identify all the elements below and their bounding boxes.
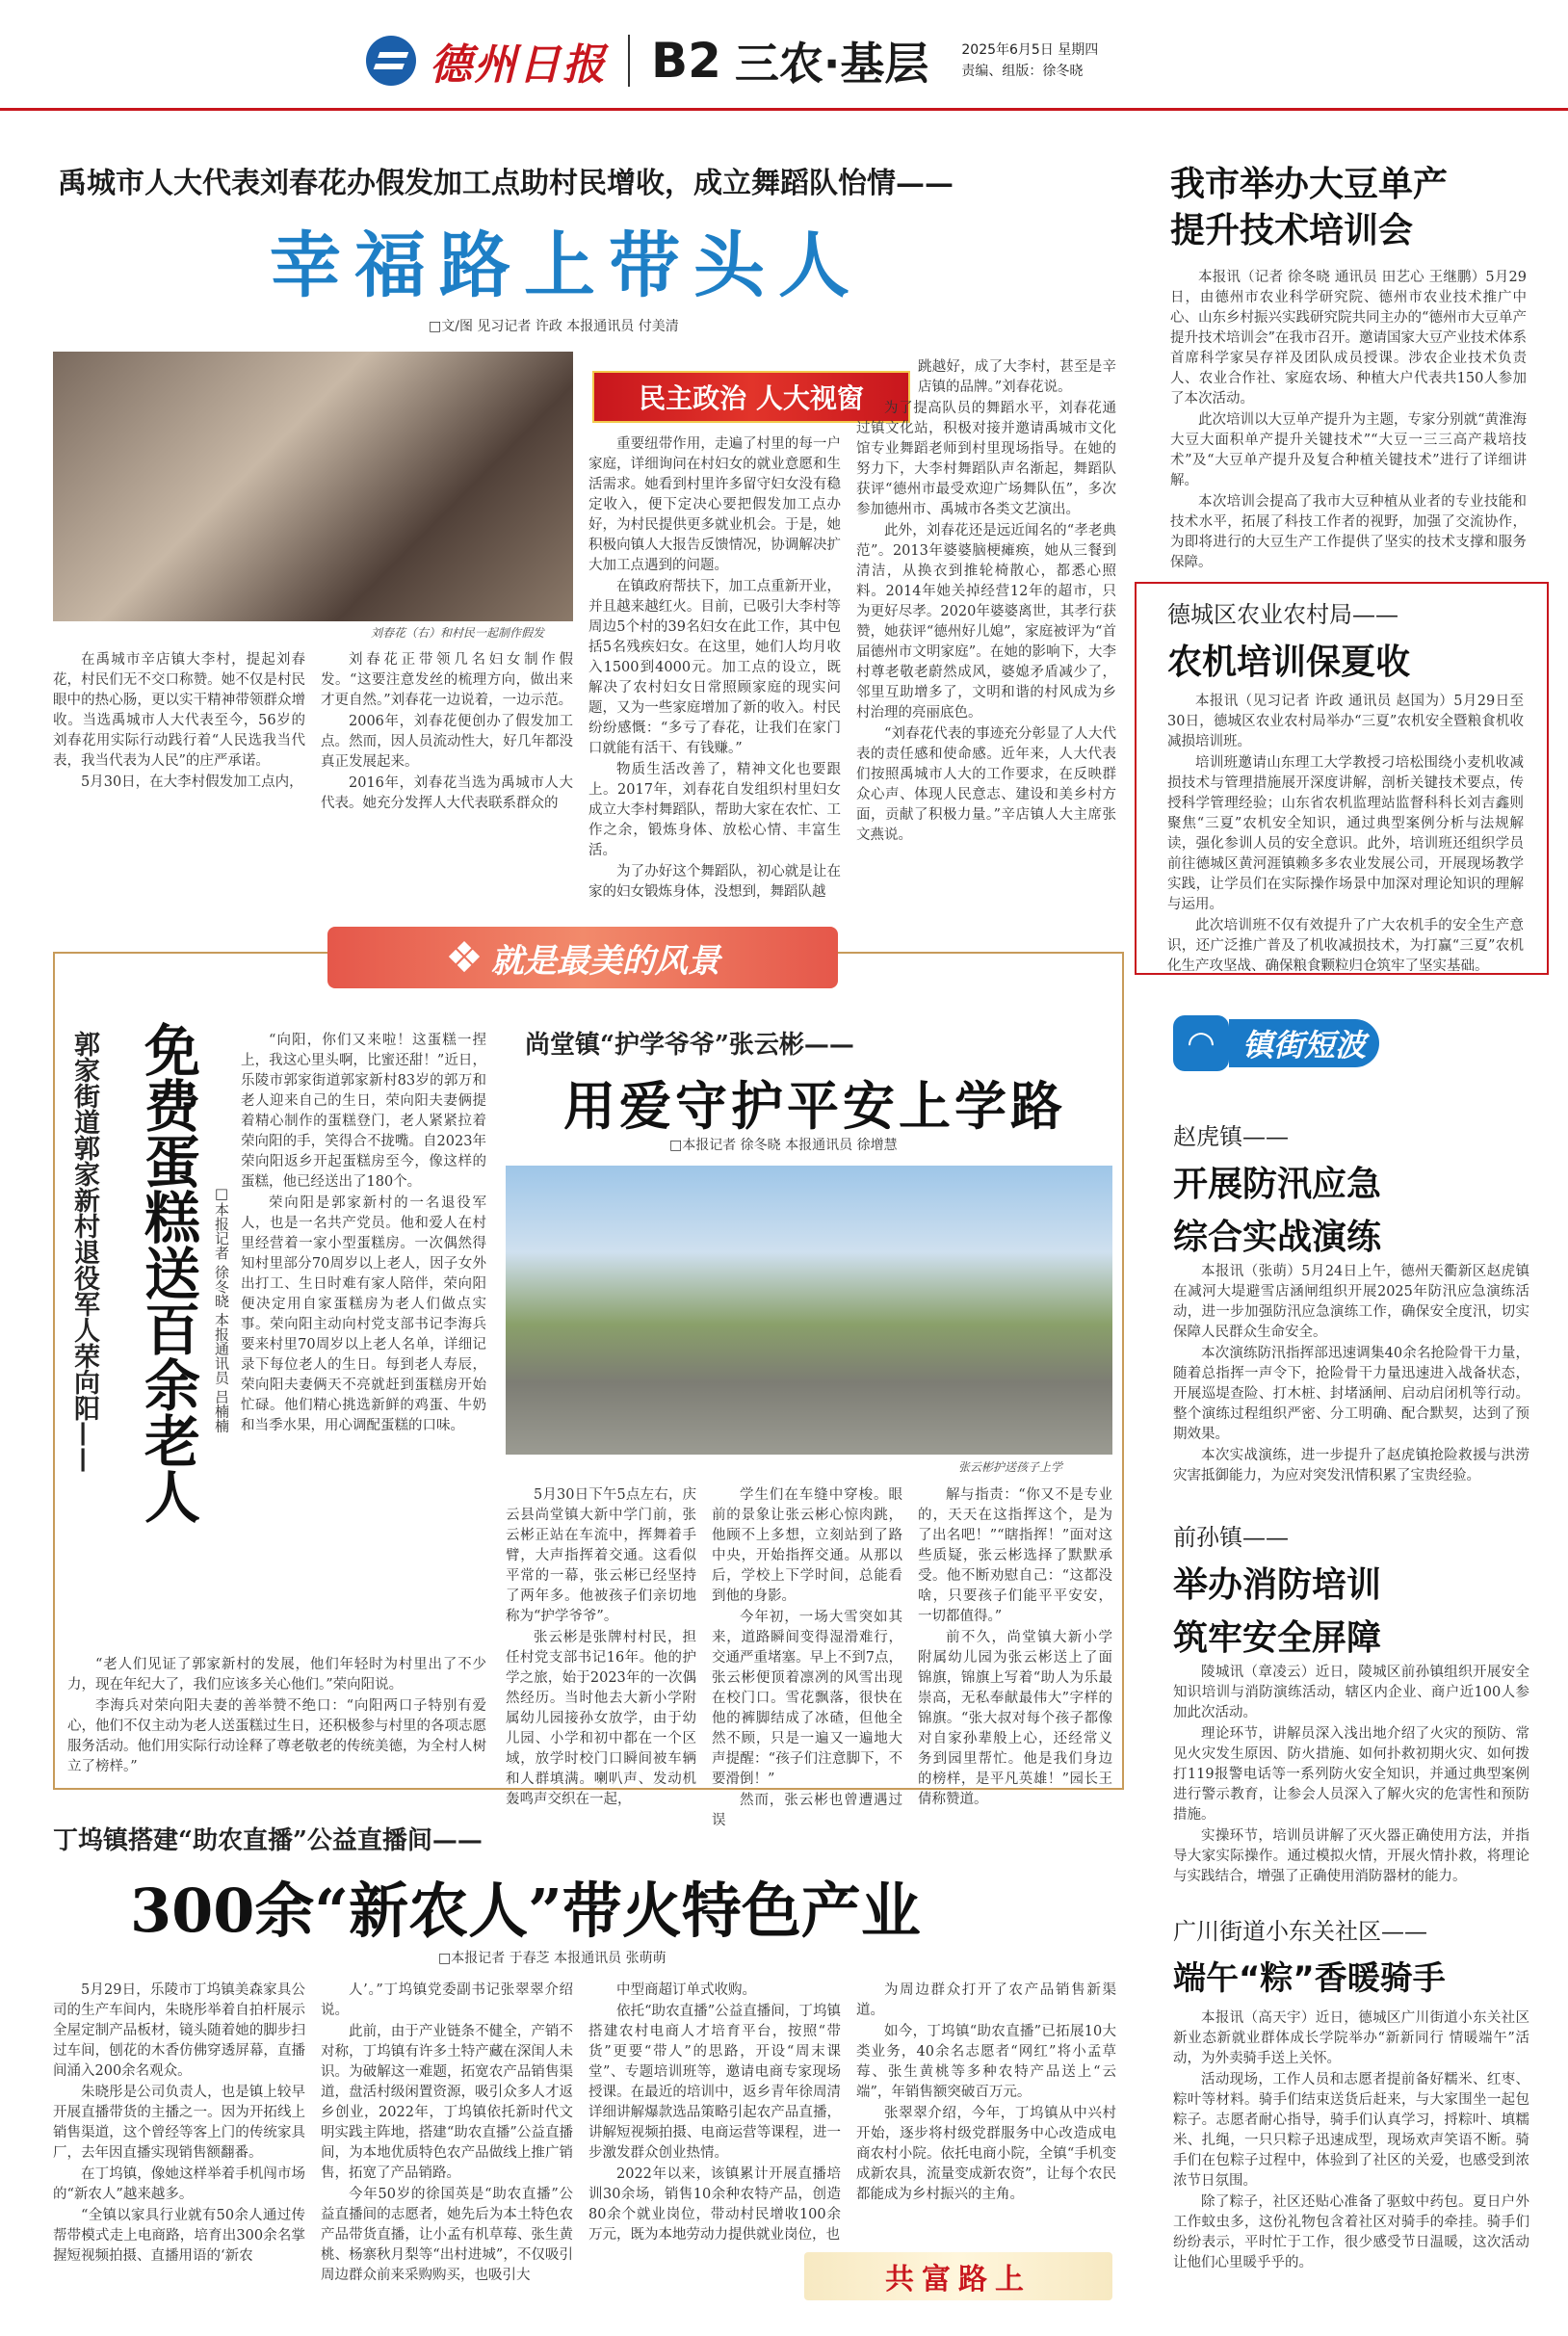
school-headline: 用爱守护平安上学路: [563, 1076, 1066, 1137]
cake-body-top: “向阳，你们又来啦！这蛋糕一捏上，我这心里头啊，比蜜还甜！”近日，乐陵市郭家街道郭家新村83岁的郭万和老人迎来自己的生日，荣向阳夫妻俩提着精心制作的蛋糕登门，老人紧紧拉着荣向阳的手，笑得合不拢嘴。自2023年荣向阳返乡开起蛋糕房至今，像这样的蛋糕，他已经送出了180个。 荣向阳是郭家新村的一名退役军人，也是一名共产党员。他和爱人在村里经营着一家小型蛋糕房。一次偶然得知村里部分70周岁以上老人，因子女外出打工、生日时难有家人陪伴，荣向阳便决定用自家蛋糕房为老人们做点实事。荣向阳主动向村党支部书记李海兵要来村里70周岁以上老人名单，详细记录下每位老人的生日。每到老人寿辰，荣向阳夫妻俩天不亮就赶到蛋糕房开始忙碌。他们精心挑选新鲜的鸡蛋、牛奶和当季水果，用心调配蛋糕的口味。: [241, 1033, 486, 1433]
soybean-article: 我市举办大豆单产提升技术培训会 本报讯（记者 徐冬晓 通讯员 田艺心 王继鹏）5月29日，由德州市农业科学研究院、德州市农业技术推广中心、山东乡村振兴实践研究院共同主办的“德州市大豆单产提升技术培训会”在我市召开。邀请国家大豆产业技术体系首席科学家吴存祥及团队成员授课。涉农企业技术负责人、农业合作社、家庭农场、种植大户代表共150人参加了本次活动。 此次培训以大豆单产提升为主题，专家分别就“黄淮海大豆大面积单产提升关键技术”“大豆一三三高产栽培技术”及“大豆单产提升及复合种植关键技术”进行了详细讲解。 本次培训会提高了我市大豆种植从业者的专业技能和技术水平，拓展了科技工作者的视野，加强了交流协作，为即将进行的大豆生产工作提供了坚实的技术支撑和服务保障。: [1170, 162, 1527, 566]
farm-headline: 农机培训保夏收: [1167, 643, 1411, 682]
cake-body-bottom: “老人们见证了郭家新村的发展，他们年轻时为村里出了不少力，现在年纪大了，我们应该多关心他们。”荣向阳说。 李海兵对荣向阳夫妻的善举赞不绝口：“向阳两口子特别有爱心，他们不仅主动为老人送蛋糕过生日，还积极参与村里的各项志愿服务活动。他们用实际行动诠释了尊老敬老的传统美德，为全村人树立了榜样。”: [67, 1657, 486, 1774]
school-article: [506, 1011, 1112, 1828]
fire-headline-1: 举办消防培训: [1173, 1565, 1382, 1605]
fire-article: 前孙镇—— 举办消防培训 筑牢安全屏障 陵城讯（章凌云）近日，陵城区前孙镇组织开展安全知识培训与消防演练活动，辖区内企业、商户近100人参加此次活动。 理论环节，讲解员深入浅出地介绍了火灾的预防、常见火灾发生原因、防火措施、如何扑救初期火灾、如何拨打119报警电话等一系列防火安全知识，并通过典型案例进行警示教育，让参会人员深入了解火灾的危害性和预防措施。 实操环节，培训员讲解了灭火器正确使用方法，并指导大家实际操作。通过模拟火情，开展火情扑救，将理论与实践结合，增强了正确使用消防器材的能力。: [1173, 1518, 1529, 1884]
dragon-headline: 端午“粽”香暖骑手: [1173, 1959, 1446, 1998]
school-col-2: 学生们在车缝中穿梭。眼前的景象让张云彬心惊肉跳，他顾不上多想，立刻站到了路中央，开始指挥交通。从那以后，学校上下学时间，总能看到他的身影。 今年初，一场大雪突如其来，道路瞬间变得湿滑难行，交通严重堵塞。早上不到7点，张云彬便顶着凛冽的风雪出现在校门口。雪花飘落，很快在他的裤脚结成了冰碴，但他全然不顾，只是一遍又一遍地大声提醒：“孩子们注意脚下，不要滑倒！” 然而，张云彬也曾遭遇过误: [712, 1487, 902, 1828]
section-name: 三农·基层: [734, 38, 929, 90]
school-col-3: 解与指责：“你又不是专业的，天天在这指挥这个，是为了出名吧！”“瞎指挥！”面对这些质疑，张云彬选择了默默承受。他不断劝慰自己：“这都没啥，只要孩子们能平平安安，一切都值得。” 前不久，尚堂镇大新小学附属幼儿园为张云彬送上了面锦旗，锦旗上写着“助人为乐最崇高，无私奉献最伟大”字样的锦旗。“张大叔对每个孩子都像对自家孙辈般上心，还经常义务到园里帮忙。他是我们身边的榜样，是平凡英雄！”园长王倩称赞道。: [918, 1487, 1112, 1807]
live-col-2: 人’。”丁坞镇党委副书记张翠翠介绍说。 此前，由于产业链条不健全，产销不对称，丁坞镇有许多土特产藏在深闺人未识。为破解这一难题，拓宽农产品销售渠道，盘活村级闲置资源，吸引众多人才返乡创业，2022年，丁坞镇依托新时代文明实践主阵地，搭建“助农直播”公益直播间，为本地优质特色农产品做线上推广销售，拓宽了产品销路。 今年50岁的徐国英是“助农直播”公益直播间的志愿者，她先后为本土特色农产品带货直播，让小孟有机草莓、张生黄桃、杨寨秋月梨等“出村进城”，不仅吸引周边群众前来采购购买，也吸引大: [321, 1982, 573, 2283]
lead-banner: 民主政治 人大视窗: [592, 371, 910, 423]
editor-credit: 责编、组版：徐冬晓: [961, 64, 1084, 79]
masthead-rule: [0, 108, 1568, 111]
beauty-banner: [327, 927, 838, 988]
fire-kicker: 前孙镇——: [1173, 1524, 1289, 1551]
lead-headline: 幸福路上带头人: [270, 224, 863, 307]
lead-col-4: 跳越好，成了大李村，甚至是辛店镇的品牌。”刘春花说。 为了提高队员的舞蹈水平，刘春花通过镇文化站，积极对接并邀请禹城市文化馆专业舞蹈老师到村里现场指导。在她的努力下，大李村舞蹈队声名渐起，舞蹈队获评“德州市最受欢迎广场舞队伍”，多次参加德州市、禹城市各类文艺演出。 此外，刘春花还是远近闻名的“孝老典范”。2013年婆婆脑梗瘫痪，她从三餐到清洁，从换衣到推轮椅散心，都悉心照料。2014年她关掉经营12年的超市，只为更好尽孝。2020年婆婆离世，其孝行获赞，她获评“德州好儿媳”，家庭被评为“首届德州市文明家庭”。在她的影响下，大李村尊老敬老蔚然成风，婆媳矛盾减少了，邻里互助增多了，文明和谐的村风成为乡村治理的亮丽底色。 “刘春花代表的事迹充分彰显了人大代表的责任感和使命感。近年来，人大代表们按照禹城市人大的工作要求，在反映群众心声、体现人民意志、建设和美乡村方面，贡献了积极力量。”辛店镇人大主席张文燕说。: [856, 359, 1116, 843]
soybean-headline: 我市举办大豆单产提升技术培训会: [1170, 165, 1449, 250]
live-banner: [804, 2252, 1112, 2300]
shortwave-badge: [1173, 1011, 1414, 1075]
lead-photo: [53, 352, 573, 621]
flood-headline-1: 开展防汛应急: [1173, 1165, 1382, 1204]
cake-byline: □本报记者 徐冬晓 本报通讯员 吕楠楠: [213, 1185, 230, 1433]
live-headline: 300余“新农人”带火特色产业: [130, 1876, 921, 1946]
shortwave-label-1: 镇街: [1242, 1027, 1305, 1063]
beauty-banner-text: 就是最美的风景: [490, 941, 720, 981]
cake-kicker: 郭家街道郭家新村退役军人荣向阳——: [69, 1031, 99, 1473]
live-banner-text: 共富路上: [885, 2263, 1032, 2297]
brand-name: 德州日报: [430, 40, 607, 90]
live-col-4: 为周边群众打开了农产品销售新渠道。 如今，丁坞镇“助农直播”已拓展10大类业务，40余名志愿者“网红”将小孟草莓、张生黄桃等多种农特产品送上“云端”，年销售额突破百万元。 张翠翠介绍，今年，丁坞镇从中兴村开始，逐步将村级党群服务中心改造成电商农村小院。依托电商小院，全镇“手机变成新农具，流量变成新农资”，让每个农民都能成为乡村振兴的主角。: [856, 1982, 1116, 2202]
virtue-icon: ❖: [445, 932, 483, 983]
lead-col-2: 刘春花正带领几名妇女制作假发。“这要注意发丝的梳理方向，做出来才更自然。”刘春花一边说着，一边示范。 2006年，刘春花便创办了假发加工点。然而，因人员流动性大，好几年都没真正发展起来。 2016年，刘春花当选为禹城市人大代表。她充分发挥人大代表联系群众的: [321, 652, 573, 811]
flood-article: 赵虎镇—— 开展防汛应急 综合实战演练 本报讯（张萌）5月24日上午，德州天衢新区赵虎镇在减河大堤避雪店涵闸组织开展2025年防汛应急演练活动，进一步加强防汛应急演练工作，确保安全度汛，切实保障人民群众生命安全。 本次演练防汛指挥部迅速调集40余名抢险骨干力量，随着总指挥一声令下，抢险骨干力量迅速进入战备状态，开展巡堤查险、打木桩、封堵涵闸、启动启闭机等行动。整个演练过程组织严密、分工明确、配合默契，达到了预期效果。 本次实战演练，进一步提升了赵虎镇抢险救援与洪涝灾害抵御能力，为应对突发汛情积累了宝贵经验。: [1173, 1117, 1529, 1493]
masthead: [366, 27, 1233, 94]
lead-kicker: 禹城市人大代表刘春花办假发加工点助村民增收，成立舞蹈队怡情——: [58, 167, 954, 200]
live-kicker: 丁坞镇搭建“助农直播”公益直播间——: [53, 1826, 483, 1855]
school-photo: [506, 1166, 1112, 1455]
lead-article: [53, 130, 1122, 901]
signal-icon: ◠: [1173, 1015, 1229, 1071]
flood-headline-2: 综合实战演练: [1173, 1218, 1382, 1257]
flood-kicker: 赵虎镇——: [1173, 1123, 1289, 1150]
fire-headline-2: 筑牢安全屏障: [1173, 1618, 1382, 1658]
lead-col-1: 在禹城市辛店镇大李村，提起刘春花，村民们无不交口称赞。她不仅是村民眼中的热心肠，更以实干精神带领群众增收。当选禹城市人大代表至今，56岁的刘春花用实际行动践行着“人民选我当代表，我当代表为人民”的庄严承诺。 5月30日，在大李村假发加工点内，: [53, 652, 305, 790]
lead-col-3: 重要纽带作用，走遍了村里的每一户家庭，详细询问在村妇女的就业意愿和生活需求。她看到村里许多留守妇女没有稳定收入，便下定决心要把假发加工点办好，为村民提供更多就业机会。于是，她积极向镇人大报告反馈情况，协调解决扩大加工点遇到的问题。 在镇政府帮扶下，加工点重新开业，并且越来越红火。目前，已吸引大李村等周边5个村的39名妇女在此工作，其中包括5名残疾妇女。在这里，她们人均月收入1500到4000元。加工点的设立，既解决了农村妇女日常照顾家庭的现实问题，又为一些家庭增加了新的收入。村民纷纷感慨：“多亏了春花，让我们在家门口就能有活干、有钱赚。” 物质生活改善了，精神文化也要跟上。2017年，刘春花自发组织村里妇女成立大李村舞蹈队，帮助大家在农忙、工作之余，锻炼身体、放松心情、丰富生活。 为了办好这个舞蹈队，初心就是让在家的妇女锻炼身体，没想到，舞蹈队越: [588, 436, 841, 900]
school-col-1: 5月30日下午5点左右，庆云县尚堂镇大新中学门前，张云彬正站在车流中，挥舞着手臂，大声指挥着交通。这看似平常的一幕，张云彬已经坚持了两年多。他被孩子们亲切地称为“护学爷爷”。 张云彬是张牌村村民，担任村党支部书记16年。他的护学之旅，始于2023年的一次偶然经历。当时他去大新小学附属幼儿园接孙女放学，由于幼儿园、小学和初中都在一个区域，放学时校门口瞬间被车辆和人群填满。喇叭声、发动机轰鸣声交织在一起，: [506, 1487, 696, 1807]
school-photo-caption: 张云彬护送孩子上学: [958, 1460, 1063, 1474]
school-kicker: 尚堂镇“护学爷爷”张云彬——: [525, 1031, 854, 1060]
cake-headline: 免费蛋糕送百余老人: [135, 1021, 200, 1524]
newspaper-logo-icon: [366, 36, 416, 86]
school-byline: □本报记者 徐冬晓 本报通讯员 徐增慧: [669, 1138, 898, 1153]
cake-article: [67, 1011, 491, 1782]
shortwave-label-2: 短波: [1304, 1027, 1367, 1063]
dragon-article: 广川街道小东关社区—— 端午“粽”香暖骑手 本报讯（高天宇）近日，德城区广川街道小东关社区新业态新就业群体成长学院举办“新新同行 情暖端午”活动，为外卖骑手送上关怀。 活动现场，工作人员和志愿者提前备好糯米、红枣、粽叶等材料。骑手们结束送货后赶来，与大家围坐一起包粽子。志愿者耐心指导，骑手们认真学习，捋粽叶、填糯米、扎绳，一只只粽子迅速成型，现场欢声笑语不断。骑手们在包粽子过程中，体验到了社区的关爱，也感受到浓浓节日氛围。 除了粽子，社区还贴心准备了驱蚊中药包。夏日户外工作蚊虫多，这份礼物包含着社区对骑手的牵挂。骑手们纷纷表示，平时忙于工作，很少感受节日温暖，这次活动让他们心里暖乎乎的。: [1173, 1912, 1529, 2317]
issue-date: 2025年6月5日 星期四: [961, 42, 1099, 58]
live-col-3: 中型商超订单式收购。 依托“助农直播”公益直播间，丁坞镇搭建农村电商人才培育平台，按照“带货”更要“带人”的思路，开设“周末课堂”、专题培训班等，邀请电商专家现场授课。在最近的培训中，返乡青年徐周清详细讲解爆款选品策略引起农产品直播，讲解短视频拍摄、电商运营等课程，进一步激发群众创业热情。 2022年以来，该镇累计开展直播培训30余场，销售10余种农特产品，创造80余个就业岗位，带动村民增收100余万元，既为本地劳动力提供就业岗位，也: [588, 1982, 841, 2243]
live-col-1: 5月29日，乐陵市丁坞镇美森家具公司的生产车间内，朱晓彤举着自拍杆展示全屋定制产品板材，镜头随着她的脚步扫过车间，刨花的木香仿佛穿透屏幕，直播间涌入200余名观众。 朱晓彤是公司负责人，也是镇上较早开展直播带货的主播之一。因为开拓线上销售渠道，这个曾经等客上门的传统家具厂，去年因直播实现销售额翻番。 在丁坞镇，像她这样举着手机闯市场的“新农人”越来越多。 “全镇以家具行业就有50余人通过传帮带模式走上电商路，培育出300余名掌握短视频拍摄、直播用语的‘新农: [53, 1982, 305, 2264]
dragon-kicker: 广川街道小东关社区——: [1173, 1918, 1427, 1945]
lead-byline: □文/图 见习记者 许政 本报通讯员 付美清: [429, 319, 679, 334]
farm-kicker: 德城区农业农村局——: [1167, 601, 1398, 628]
live-article: [53, 1811, 1122, 2312]
live-byline: □本报记者 于春芝 本报通讯员 张萌萌: [438, 1951, 666, 1966]
lead-photo-caption: 刘春花（右）和村民一起制作假发: [371, 626, 545, 640]
edition-number: B2: [651, 33, 721, 89]
farm-article: 德城区农业农村局—— 农机培训保夏收 本报讯（见习记者 许政 通讯员 赵国为）5月29日至30日，德城区农业农村局举办“三夏”农机安全暨粮食机收减损培训班。 培训班邀请山东理工大学教授刁培松围绕小麦机收减损技术与管理措施展开深度讲解，剖析关键技术要点，传授科学管理经验；山东省农机监理站监督科科长刘吉鑫则聚焦“三夏”农机安全知识，通过典型案例分析与法规解读，强化参训人员的安全意识。此外，培训班还组织学员前往德城区黄河涯镇赖多多农业发展公司，开展现场教学实践，让学员们在实际操作场景中加深对理论知识的理解与运用。 此次培训班不仅有效提升了广大农机手的安全生产意识，还广泛推广普及了机收减损技术，为打赢“三夏”农机化生产攻坚战、确保粮食颗粒归仓筑牢了坚实基础。: [1167, 595, 1524, 966]
